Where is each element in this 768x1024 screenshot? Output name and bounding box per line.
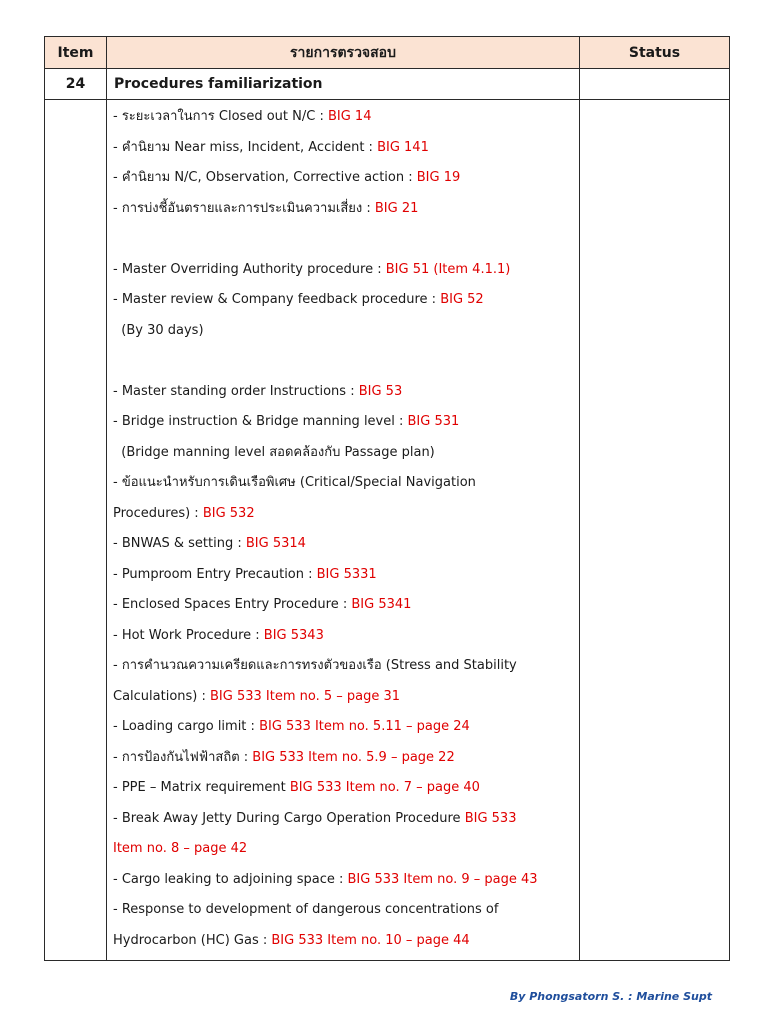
- header-item: Item: [45, 37, 107, 69]
- reference-link: BIG 532: [202, 505, 255, 521]
- procedure-text: - ข้อแนะนำหรับการเดินเรือพิเศษ (Critical/Special Navigation: [113, 475, 476, 490]
- procedure-line: [113, 316, 573, 347]
- procedure-text: - Enclosed Spaces Entry Procedure :: [113, 597, 352, 612]
- procedure-line: [113, 926, 573, 957]
- procedure-line: [113, 651, 573, 682]
- procedure-text: - ระยะเวลาในการ Closed out N/C :: [113, 109, 328, 124]
- procedure-line: [113, 499, 573, 530]
- item-number: 24: [45, 69, 107, 100]
- reference-link: BIG 53: [358, 383, 403, 399]
- reference-link: BIG 533 Item no. 9 – page 43: [347, 871, 538, 887]
- procedure-line: [113, 560, 573, 591]
- procedure-text: - Master standing order Instructions :: [113, 383, 359, 399]
- reference-link: BIG 21: [374, 200, 419, 216]
- header-status: Status: [580, 37, 730, 69]
- reference-link: BIG 5343: [263, 627, 324, 643]
- procedure-line: [113, 712, 573, 743]
- procedure-line: [113, 285, 573, 316]
- reference-link: BIG 14: [327, 109, 372, 124]
- procedure-text: - BNWAS & setting :: [113, 536, 246, 551]
- reference-link: BIG 533 Item no. 10 – page 44: [271, 932, 470, 948]
- status-cell: [580, 100, 730, 961]
- procedure-text: - คำนิยาม N/C, Observation, Corrective action :: [113, 170, 417, 185]
- procedure-text: Procedures) :: [113, 505, 203, 521]
- section-row: [45, 69, 730, 100]
- procedure-line: [113, 224, 573, 255]
- procedure-text: - Bridge instruction & Bridge manning level :: [113, 414, 408, 429]
- procedure-text: - คำนิยาม Near miss, Incident, Accident :: [113, 139, 378, 155]
- footer-credit: By Phongsatorn S. : Marine Supt: [509, 990, 712, 1003]
- procedure-line: [113, 163, 573, 194]
- procedure-text: Calculations) :: [113, 688, 211, 704]
- header-row: [45, 37, 730, 69]
- procedure-line: [113, 407, 573, 438]
- procedure-text: - Pumproom Entry Precaution :: [113, 566, 317, 582]
- reference-link: BIG 533: [464, 810, 517, 826]
- procedure-line: [113, 895, 573, 926]
- header-checklist: รายการตรวจสอบ: [107, 37, 580, 69]
- procedure-line: [113, 438, 573, 469]
- procedure-line: [113, 865, 573, 896]
- reference-link: Item no. 8 – page 42: [113, 841, 248, 856]
- procedure-line: [113, 590, 573, 621]
- procedure-text: - Master review & Company feedback procedure :: [113, 292, 441, 307]
- procedure-text: - การป้องกันไฟฟ้าสถิต :: [113, 749, 253, 765]
- procedure-line: [113, 346, 573, 377]
- reference-link: BIG 533 Item no. 7 – page 40: [289, 780, 480, 795]
- reference-link: BIG 52: [440, 292, 484, 307]
- procedure-text: - การคำนวณความเครียดและการทรงตัวของเรือ (Stress and Stability: [113, 658, 517, 673]
- reference-link: BIG 51 (Item 4.1.1): [385, 261, 511, 277]
- reference-link: BIG 533 Item no. 5.11 – page 24: [259, 719, 470, 734]
- procedure-text: - การบ่งชี้อันตรายและการประเมินความเสี่ยง :: [113, 200, 375, 216]
- procedure-line: [113, 468, 573, 499]
- status-cell-title: [580, 69, 730, 100]
- reference-link: BIG 531: [407, 414, 460, 429]
- reference-link: BIG 533 Item no. 5.9 – page 22: [252, 749, 455, 765]
- procedure-line: [113, 804, 573, 835]
- item-number-empty: [45, 100, 107, 961]
- section-title: Procedures familiarization: [107, 69, 580, 100]
- procedure-line: [113, 834, 573, 865]
- procedure-text: - PPE – Matrix requirement: [113, 780, 290, 795]
- procedure-text: - Cargo leaking to adjoining space :: [113, 871, 348, 887]
- procedure-text: Hydrocarbon (HC) Gas :: [113, 932, 272, 948]
- procedure-text: - Hot Work Procedure :: [113, 627, 264, 643]
- procedure-text: - Loading cargo limit :: [113, 719, 260, 734]
- procedure-line: [113, 621, 573, 652]
- procedure-text: - Response to development of dangerous concentrations of: [113, 902, 499, 917]
- procedure-text: (By 30 days): [113, 322, 204, 338]
- detail-row: [45, 100, 730, 961]
- reference-link: BIG 5341: [351, 597, 412, 612]
- procedure-line: [113, 102, 573, 133]
- reference-link: BIG 19: [416, 170, 461, 185]
- procedure-line: [113, 773, 573, 804]
- procedure-line: [113, 682, 573, 713]
- checklist-table: [44, 36, 730, 961]
- procedure-text: (Bridge manning level สอดคล้องกับ Passage plan): [113, 444, 435, 460]
- procedure-text: - Master Overriding Authority procedure :: [113, 261, 386, 277]
- reference-link: BIG 533 Item no. 5 – page 31: [210, 688, 401, 704]
- procedure-text: - Break Away Jetty During Cargo Operation Procedure: [113, 810, 465, 826]
- procedure-line: [113, 133, 573, 164]
- procedure-line: [113, 529, 573, 560]
- procedure-list: [107, 100, 580, 961]
- reference-link: BIG 5331: [316, 566, 377, 582]
- reference-link: BIG 5314: [245, 536, 306, 551]
- procedure-line: [113, 377, 573, 408]
- procedure-line: [113, 743, 573, 774]
- procedure-line: [113, 255, 573, 286]
- procedure-line: [113, 194, 573, 225]
- reference-link: BIG 141: [377, 139, 429, 155]
